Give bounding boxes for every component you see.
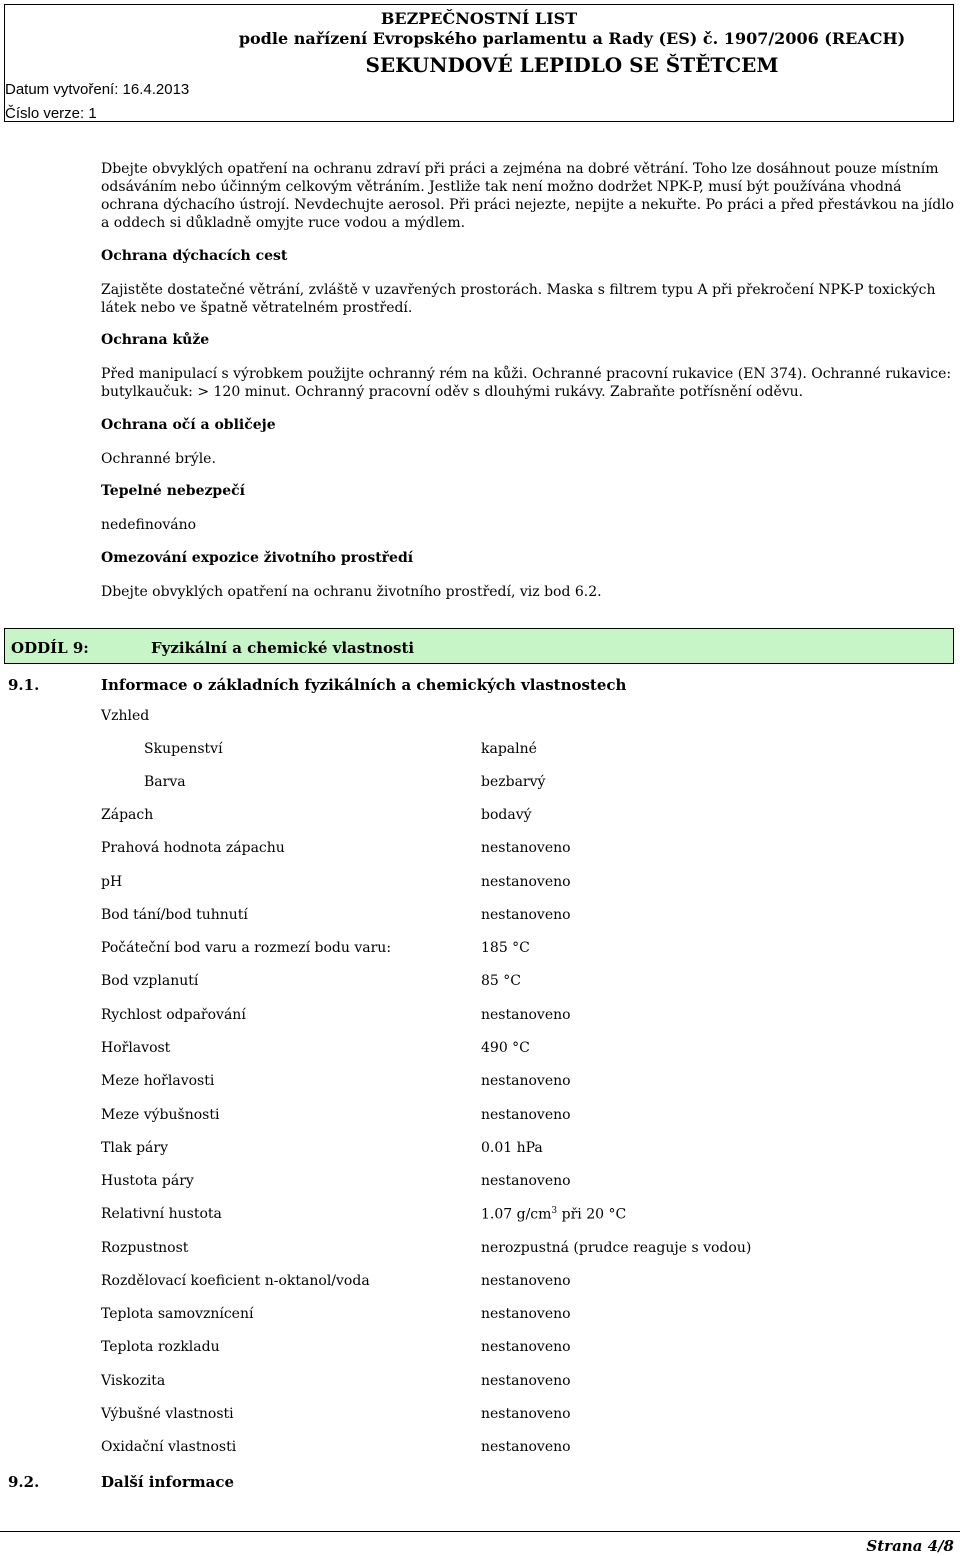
subsection-9-2-number: 9.2. [8,1473,40,1491]
block-heading-respiratory: Ochrana dýchacích cest [101,248,288,264]
property-row [101,940,951,960]
document-header [4,4,954,122]
property-label: Počáteční bod varu a rozmezí bodu varu: [101,940,392,956]
property-label: Vzhled [101,708,150,724]
block-heading-eyes: Ochrana očí a obličeje [101,417,276,433]
density-value: 1.07 g/cm [481,1206,552,1223]
property-label: Rozpustnost [101,1240,189,1256]
property-label: Meze hořlavosti [101,1073,215,1089]
subsection-9-1-number: 9.1. [8,676,40,694]
section-9-bar [4,628,954,664]
property-row [101,1406,951,1426]
property-value: nestanoveno [481,874,571,890]
section-title: Fyzikální a chemické vlastnosti [151,639,415,657]
property-row [101,1273,951,1293]
property-label: Barva [144,774,186,790]
property-label: Skupenství [144,741,223,757]
property-row [101,1373,951,1393]
block-heading-environment: Omezování expozice životního prostředí [101,550,414,566]
property-row [101,1439,951,1459]
property-value: nestanoveno [481,1273,571,1289]
property-row [101,1107,951,1127]
property-label: Prahová hodnota zápachu [101,840,285,856]
document-title: BEZPEČNOSTNÍ LIST [380,9,578,28]
density-unit-exponent: 3 [551,1206,558,1216]
property-row [101,840,951,860]
property-value: kapalné [481,741,537,757]
property-row [101,1206,951,1226]
property-row [101,874,951,894]
block-text-skin: Před manipulací s výrobkem použijte ochranný rém na kůži. Ochranné pracovní rukavice (EN 374). Ochranné rukavice: butylkaučuk: > 120 minut. Ochranný pracovní oděv s dlouhými rukávy. Zabraňte potřísnění oděvu. [101,366,952,400]
property-label: Bod tání/bod tuhnutí [101,907,248,923]
property-row [101,807,951,827]
property-label: pH [101,874,123,890]
property-label: Teplota samovznícení [101,1306,254,1322]
property-label: Relativní hustota [101,1206,222,1222]
creation-date: Datum vytvoření: 16.4.2013 [5,81,190,98]
property-value: 0.01 hPa [481,1140,543,1156]
property-row [101,1339,951,1359]
property-row [101,973,951,993]
property-value: nestanoveno [481,907,571,923]
block-text-environment: Dbejte obvyklých opatření na ochranu životního prostředí, viz bod 6.2. [101,584,602,600]
section-number: ODDÍL 9: [11,639,89,657]
property-value: nestanoveno [481,1173,571,1189]
property-value: 185 °C [481,940,530,956]
density-condition: při 20 °C [557,1206,627,1223]
property-row [101,1007,951,1027]
block-heading-thermal: Tepelné nebezpečí [101,483,245,499]
property-row [101,907,951,927]
property-value: bezbarvý [481,774,546,790]
property-row [101,1240,951,1260]
property-row [101,774,951,794]
property-label: Bod vzplanutí [101,973,199,989]
property-row [101,741,951,761]
property-value: nestanoveno [481,1306,571,1322]
property-value [481,1206,626,1223]
block-text-eyes: Ochranné brýle. [101,451,216,467]
property-label: Teplota rozkladu [101,1339,220,1355]
intro-paragraph: Dbejte obvyklých opatření na ochranu zdraví při práci a zejména na dobré větrání. Toho lze dosáhnout pouze místním odsáváním nebo účinným celkovým větráním. Jestliže tak není možno dodržet NPK-P, musí být používána vhodná ochrana dýchacího ústrojí. Nevdechujte aerosol. Při práci nejezte, nepijte a nekuřte. Po práci a před přestávkou na jídlo a oddech si důkladně omyjte ruce vodou a mýdlem. [101,161,955,231]
property-value: nestanoveno [481,1339,571,1355]
version-number: Číslo verze: 1 [5,105,97,122]
property-value: nestanoveno [481,1373,571,1389]
property-value: nestanoveno [481,840,571,856]
page-number: Strana 4/8 [866,1537,954,1555]
property-value: nestanoveno [481,1007,571,1023]
footer-divider [0,1531,960,1532]
property-value: nestanoveno [481,1073,571,1089]
property-label: Výbušné vlastnosti [101,1406,234,1422]
property-label: Rychlost odpařování [101,1007,246,1023]
property-row [101,1040,951,1060]
property-row [101,1073,951,1093]
property-label: Hustota páry [101,1173,194,1189]
property-value: 85 °C [481,973,521,989]
property-label: Rozdělovací koeficient n-oktanol/voda [101,1273,370,1289]
property-label: Viskozita [101,1373,166,1389]
block-text-thermal: nedefinováno [101,517,197,533]
subsection-9-2-title: Další informace [101,1473,235,1491]
property-label: Zápach [101,807,154,823]
property-label: Tlak páry [101,1140,169,1156]
property-row [101,708,951,728]
property-value: nestanoveno [481,1107,571,1123]
property-value: nerozpustná (prudce reaguje s vodou) [481,1240,752,1256]
property-label: Oxidační vlastnosti [101,1439,237,1455]
property-row [101,1173,951,1193]
block-text-respiratory: Zajistěte dostatečné větrání, zvláště v uzavřených prostorách. Maska s filtrem typu A při překročení NPK-P toxických látek nebo ve špatně větratelném prostředí. [101,282,936,316]
property-value: 490 °C [481,1040,530,1056]
property-label: Hořlavost [101,1040,171,1056]
property-value: nestanoveno [481,1439,571,1455]
property-value: bodavý [481,807,532,823]
property-label: Meze výbušnosti [101,1107,220,1123]
regulation-line: podle nařízení Evropského parlamentu a Rady (ES) č. 1907/2006 (REACH) [238,29,906,48]
property-value: nestanoveno [481,1406,571,1422]
product-name: SEKUNDOVÉ LEPIDLO SE ŠTĚTCEM [365,53,779,77]
block-heading-skin: Ochrana kůže [101,332,210,348]
subsection-9-1-title: Informace o základních fyzikálních a chemických vlastnostech [101,676,627,694]
property-row [101,1306,951,1326]
property-row [101,1140,951,1160]
